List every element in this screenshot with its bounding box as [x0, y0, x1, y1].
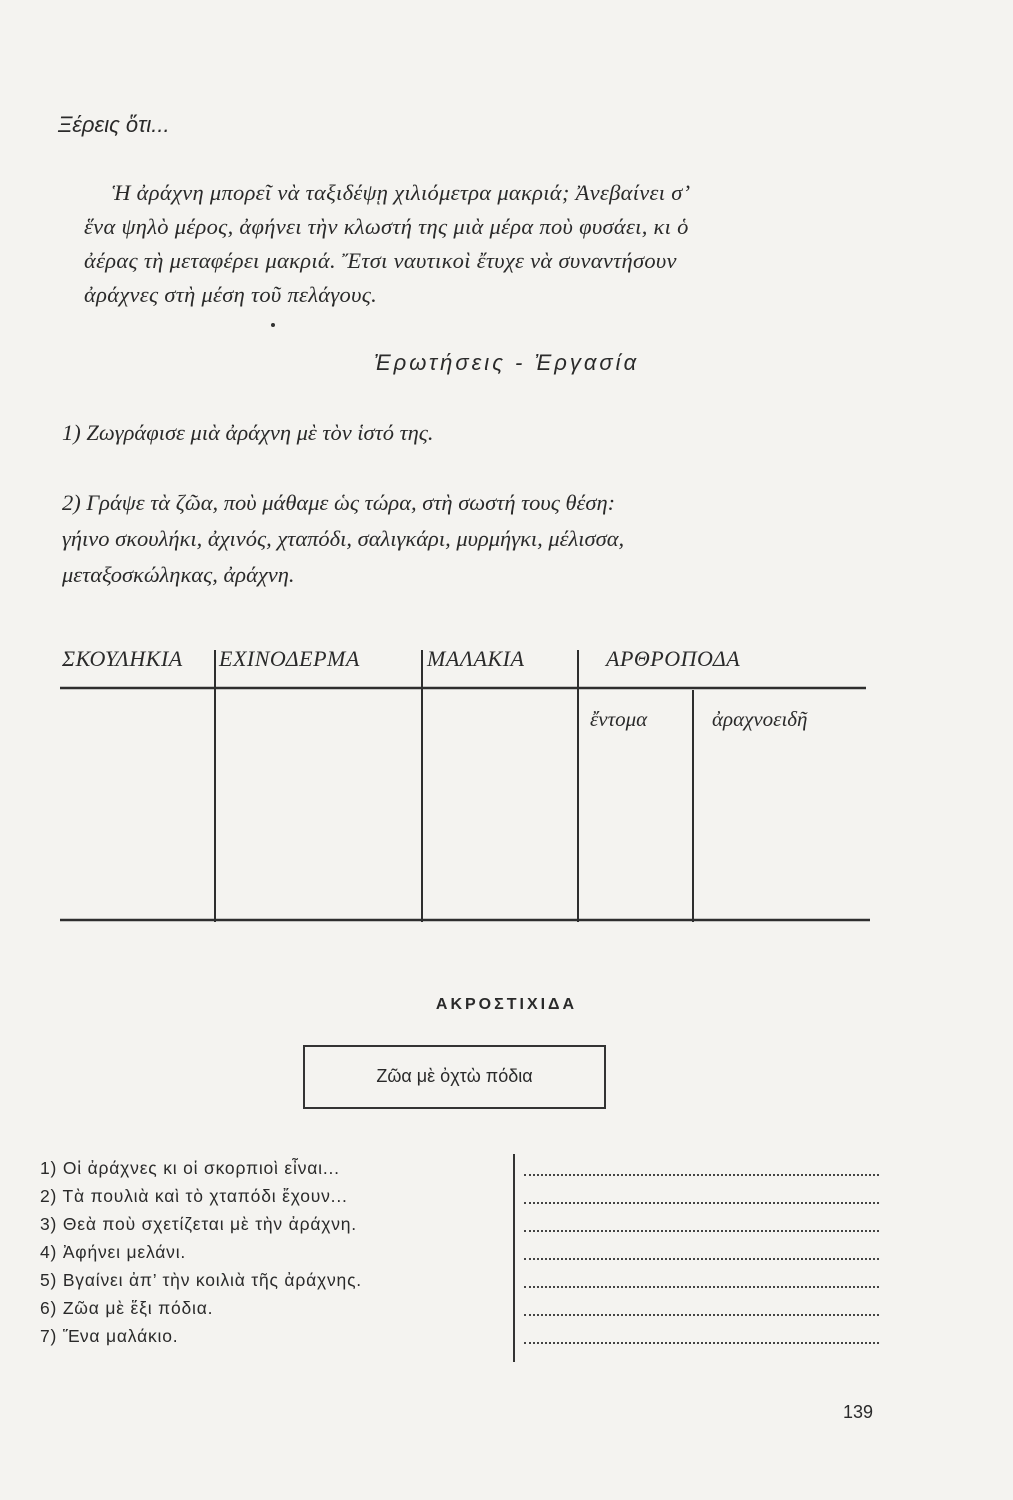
fact-line-1: Ἡ ἀράχνη μπορεῖ νὰ ταξιδέψῃ χιλιόμετρα μακριά; Ἀνεβαίνει σ’ — [112, 180, 691, 205]
fact-line-4: ἀράχνες στὴ μέση τοῦ πελάγους. — [84, 282, 378, 307]
answer-line-3 — [524, 1229, 879, 1232]
question-2-line-1: 2) Γράψε τὰ ζῶα, ποὺ μάθαμε ὡς τώρα, στὴ σωστή τους θέση: — [62, 490, 616, 515]
section-title-did-you-know: Ξέρεις ὅτι... — [58, 112, 170, 137]
question-1: 1) Ζωγράφισε μιὰ ἀράχνη μὲ τὸν ἱστό της. — [62, 420, 434, 445]
answer-line-5 — [524, 1285, 879, 1288]
clue-6: 6) Ζῶα μὲ ἕξι πόδια. — [40, 1298, 214, 1318]
table-subheader-arachnids: ἀραχνοειδῆ — [712, 707, 808, 731]
acrostic-title: ΑΚΡΟΣΤΙΧΙΔΑ — [435, 996, 578, 1013]
page-number: 139 — [843, 1402, 874, 1422]
answer-line-6 — [524, 1313, 879, 1316]
answer-line-7 — [524, 1341, 879, 1344]
acrostic-box-text: Ζῶα μὲ ὀχτὼ πόδια — [376, 1066, 533, 1086]
table-header-molluscs: ΜΑΛΑΚΙΑ — [427, 646, 525, 671]
question-2-line-2: γήινο σκουλήκι, ἀχινός, χταπόδι, σαλιγκάρι, μυρμήγκι, μέλισσα, — [62, 526, 625, 551]
answer-line-2 — [524, 1201, 879, 1204]
clue-1: 1) Οἱ ἀράχνες κι οἱ σκορπιοὶ εἶναι... — [40, 1158, 340, 1178]
questions-title: Ἐρωτήσεις - Ἐργασία — [373, 350, 640, 375]
clue-3: 3) Θεὰ ποὺ σχετίζεται μὲ τὴν ἀράχνη. — [40, 1214, 357, 1234]
clue-4: 4) Ἀφήνει μελάνι. — [40, 1242, 187, 1262]
answer-line-4 — [524, 1257, 879, 1260]
bullet-dot — [271, 323, 275, 327]
table-header-echinoderms: ΕΧΙΝΟΔΕΡΜΑ — [219, 646, 360, 671]
table-header-arthropods: ΑΡΘΡΟΠΟΔΑ — [606, 646, 741, 671]
fact-line-2: ἕνα ψηλὸ μέρος, ἀφήνει τὴν κλωστή της μιὰ μέρα ποὺ φυσάει, κι ὁ — [84, 214, 689, 239]
clue-7: 7) Ἕνα μαλάκιο. — [40, 1326, 179, 1346]
acrostic-divider-line — [513, 1154, 515, 1362]
table-subheader-insects: ἔντομα — [590, 707, 648, 731]
table-header-worms: ΣΚΟΥΛΗΚΙΑ — [62, 646, 183, 671]
clue-5: 5) Βγαίνει ἀπ’ τὴν κοιλιὰ τῆς ἀράχνης. — [40, 1270, 362, 1290]
answer-line-1 — [524, 1173, 879, 1176]
fact-line-3: ἀέρας τὴ μεταφέρει μακριά. Ἔτσι ναυτικοὶ ἔτυχε νὰ συναντήσουν — [84, 248, 677, 273]
question-2-line-3: μεταξοσκώληκας, ἀράχνη. — [62, 562, 295, 587]
clue-2: 2) Τὰ πουλιὰ καὶ τὸ χταπόδι ἔχουν... — [40, 1186, 348, 1206]
